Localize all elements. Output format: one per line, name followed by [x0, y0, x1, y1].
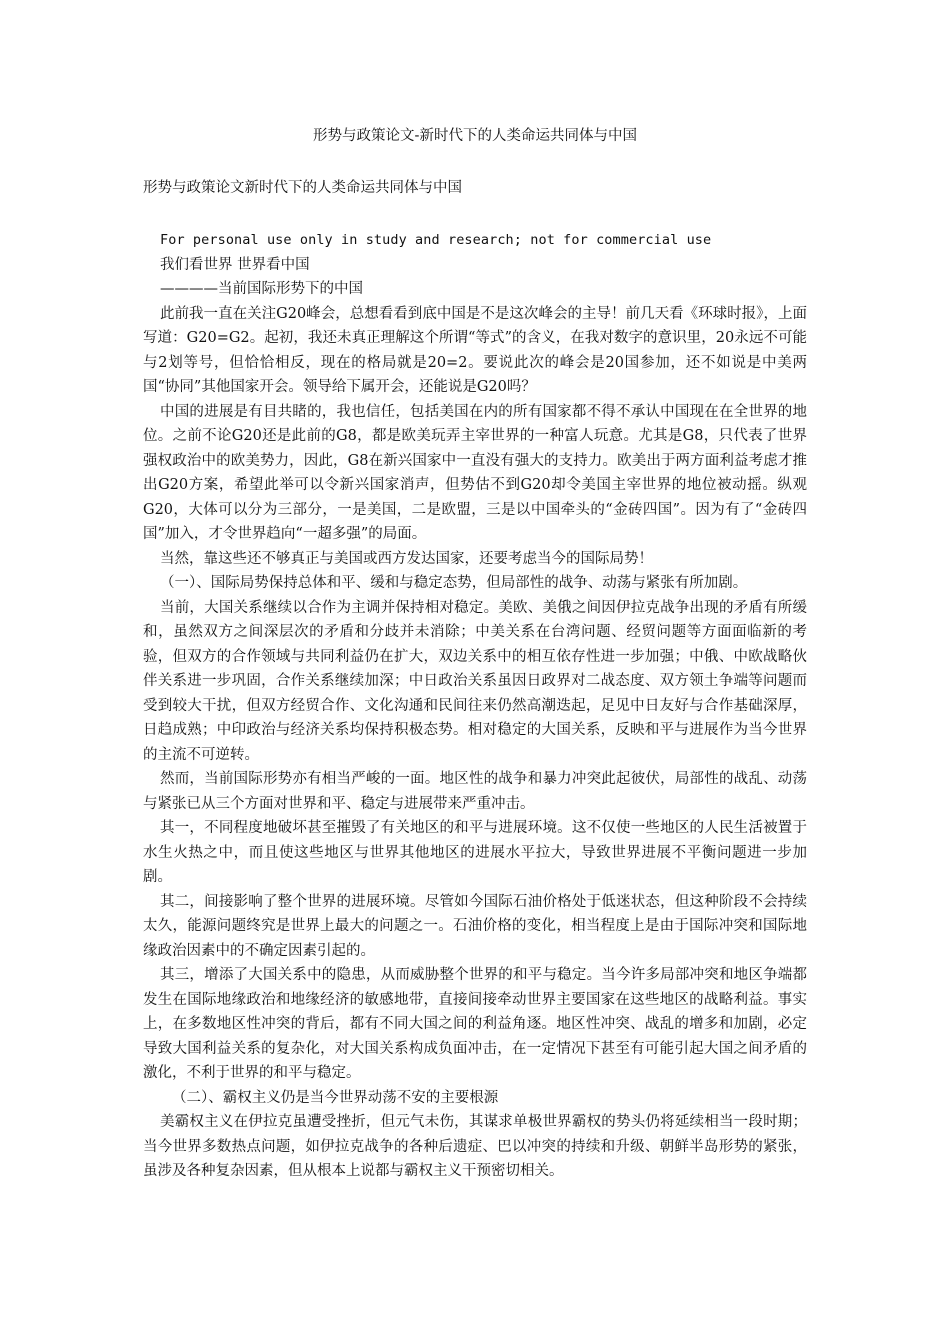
paragraph: 当然，靠这些还不够真正与美国或西方发达国家，还要考虑当今的国际局势！ — [160, 550, 653, 567]
section-subheading: ————当前国际形势下的中国 — [160, 281, 363, 297]
paragraph-heading: （二）、霸权主义仍是当今世界动荡不安的主要根源 — [172, 1089, 499, 1106]
paragraph: 其一，不同程度地破坏甚至摧毁了有关地区的和平与进展环境。这不仅使一些地区的人民生活被置于水生火热之中，而且使这些地区与世界其他地区的进展水平拉大，导致世界进展不平衡问题进一步加剧。 — [143, 820, 807, 885]
document-body — [143, 228, 807, 1184]
document-title: 形势与政策论文-新时代下的人类命运共同体与中国 — [313, 128, 637, 144]
paragraph-heading: （一）、国际局势保持总体和平、缓和与稳定态势，但局部性的战争、动荡与紧张有所加剧。 — [160, 575, 748, 591]
paragraph: 中国的进展是有目共睹的，我也信任，包括美国在内的所有国家都不得不承认中国现在在全世界的地位。之前不论G20还是此前的G8，都是欧美玩弄主宰世界的一种富人玩意。尤其是G8，只代表了世界强权政治中的欧美势力，因此，G8在新兴国家中一直没有强大的支持力。欧美出于两方面利益考虑才推出G20方案，希望此举可以令新兴国家消声，但势估不到G20却令美国主宰世界的地位被动摇。纵观G20，大体可以分为三部分，一是美国，二是欧盟，三是以中国牵头的“金砖四国”。因为有了“金砖四国”加入，才令世界趋向“一超多强”的局面。 — [143, 403, 807, 542]
document-subtitle: 形势与政策论文新时代下的人类命运共同体与中国 — [143, 180, 462, 196]
paragraph: 此前我一直在关注G20峰会，总想看看到底中国是不是这次峰会的主导！前几天看《环球时报》，上面写道：G20=G2。起初，我还未真正理解这个所谓“等式”的含义，在我对数字的意识里，20永远不可能与2划等号，但恰恰相反，现在的格局就是20=2。要说此次的峰会是20国参加，还不如说是中美两国“协同”其他国家开会。领导给下属开会，还能说是G20吗？ — [143, 305, 807, 395]
paragraph: 当前，大国关系继续以合作为主调并保持相对稳定。美欧、美俄之间因伊拉克战争出现的矛盾有所缓和，虽然双方之间深层次的矛盾和分歧并未消除；中美关系在台湾问题、经贸问题等方面面临新的考验，但双方的合作领域与共同利益仍在扩大，双边关系中的相互依存性进一步加强；中俄、中欧战略伙伴关系进一步巩固，合作关系继续加深；中日政治关系虽因日政界对二战态度、双方领土争端等问题而受到较大干扰，但双方经贸合作、文化沟通和民间往来仍然高潮迭起，足见中日友好与合作基础深厚，日趋成熟；中印政治与经济关系均保持积极态势。相对稳定的大国关系，反映和平与进展作为当今世界的主流不可逆转。 — [143, 599, 807, 763]
copyright-notice: For personal use only in study and research; not for commercial use — [160, 232, 712, 248]
section-heading: 我们看世界 世界看中国 — [160, 256, 310, 273]
paragraph: 其三，增添了大国关系中的隐患，从而威胁整个世界的和平与稳定。当今许多局部冲突和地区争端都发生在国际地缘政治和地缘经济的敏感地带，直接间接牵动世界主要国家在这些地区的战略利益。事实上，在多数地区性冲突的背后，都有不同大国之间的利益角逐。地区性冲突、战乱的增多和加剧，必定导致大国利益关系的复杂化，对大国关系构成负面冲击，在一定情况下甚至有可能引起大国之间矛盾的激化，不利于世界的和平与稳定。 — [143, 967, 807, 1081]
paragraph: 然而，当前国际形势亦有相当严峻的一面。地区性的战争和暴力冲突此起彼伏，局部性的战乱、动荡与紧张已从三个方面对世界和平、稳定与进展带来严重冲击。 — [143, 771, 807, 812]
paragraph: 其二，间接影响了整个世界的进展环境。尽管如今国际石油价格处于低迷状态，但这种阶段不会持续太久，能源问题终究是世界上最大的问题之一。石油价格的变化，相当程度上是由于国际冲突和国际地缘政治因素中的不确定因素引起的。 — [143, 893, 807, 959]
paragraph: 美霸权主义在伊拉克虽遭受挫折，但元气未伤，其谋求单极世界霸权的势头仍将延续相当一段时期；当今世界多数热点问题，如伊拉克战争的各种后遗症、巴以冲突的持续和升级、朝鲜半岛形势的紧张，虽涉及各种复杂因素，但从根本上说都与霸权主义干预密切相关。 — [143, 1114, 807, 1179]
